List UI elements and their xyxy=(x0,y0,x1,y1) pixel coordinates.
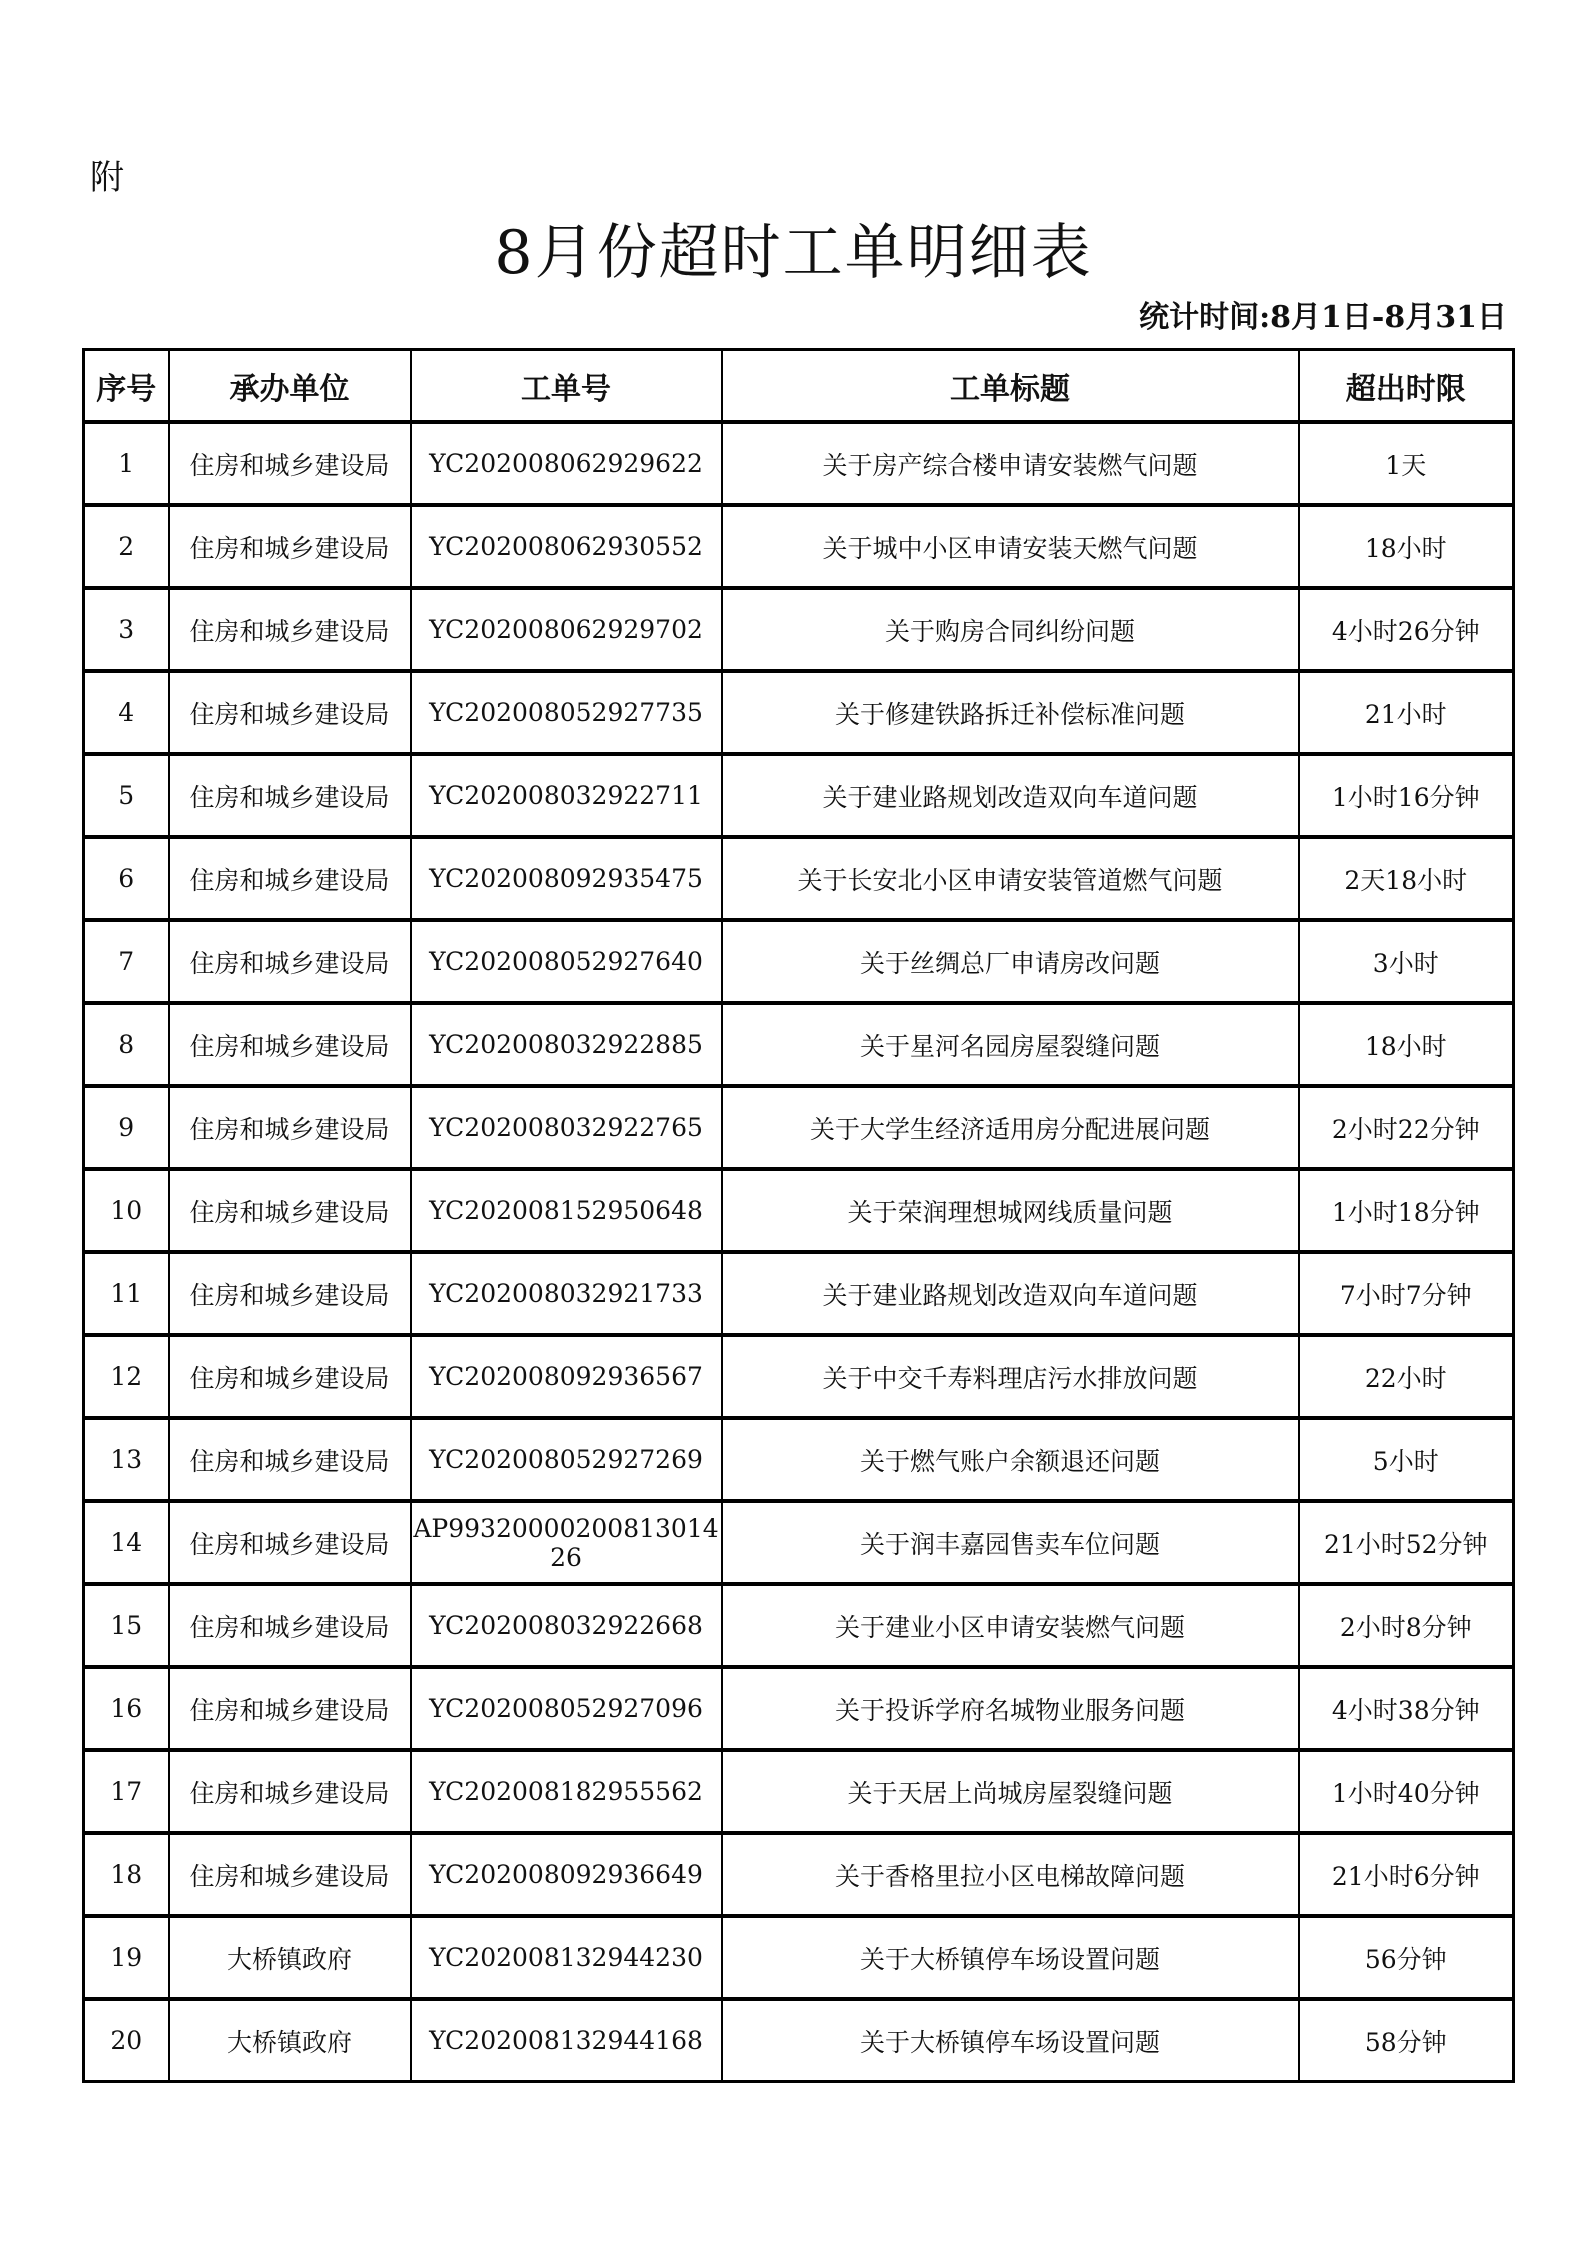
table-row xyxy=(84,1086,1514,1169)
cell-seq: 14 xyxy=(84,1501,169,1584)
table-row xyxy=(84,1252,1514,1335)
table-row xyxy=(84,1999,1514,2082)
cell-overdue: 21小时6分钟 xyxy=(1299,1833,1514,1916)
table-row xyxy=(84,1418,1514,1501)
cell-order-id: YC202008032922885 xyxy=(411,1003,722,1086)
cell-overdue: 58分钟 xyxy=(1299,1999,1514,2082)
cell-order-title: 关于大桥镇停车场设置问题 xyxy=(722,1916,1299,1999)
annex-label: 附 xyxy=(90,158,124,198)
cell-seq: 2 xyxy=(84,505,169,588)
cell-seq: 19 xyxy=(84,1916,169,1999)
cell-order-id: YC202008092936567 xyxy=(411,1335,722,1418)
table-row xyxy=(84,754,1514,837)
cell-overdue: 5小时 xyxy=(1299,1418,1514,1501)
cell-unit: 住房和城乡建设局 xyxy=(169,1252,411,1335)
cell-seq: 9 xyxy=(84,1086,169,1169)
table-row xyxy=(84,1501,1514,1584)
table-row xyxy=(84,1667,1514,1750)
cell-order-id: YC202008062930552 xyxy=(411,505,722,588)
cell-unit: 住房和城乡建设局 xyxy=(169,1501,411,1584)
header-order-id: 工单号 xyxy=(411,350,722,423)
cell-order-title: 关于天居上尚城房屋裂缝问题 xyxy=(722,1750,1299,1833)
cell-seq: 4 xyxy=(84,671,169,754)
cell-order-title: 关于房产综合楼申请安装燃气问题 xyxy=(722,422,1299,505)
cell-order-title: 关于建业路规划改造双向车道问题 xyxy=(722,754,1299,837)
cell-unit: 住房和城乡建设局 xyxy=(169,1833,411,1916)
table-body xyxy=(84,422,1514,2082)
cell-order-title: 关于大桥镇停车场设置问题 xyxy=(722,1999,1299,2082)
cell-overdue: 21小时 xyxy=(1299,671,1514,754)
cell-order-title: 关于建业小区申请安装燃气问题 xyxy=(722,1584,1299,1667)
cell-unit: 住房和城乡建设局 xyxy=(169,1418,411,1501)
table-row xyxy=(84,1750,1514,1833)
cell-seq: 12 xyxy=(84,1335,169,1418)
cell-overdue: 22小时 xyxy=(1299,1335,1514,1418)
cell-order-id: YC202008062929702 xyxy=(411,588,722,671)
overdue-orders-table xyxy=(82,348,1515,2083)
cell-unit: 大桥镇政府 xyxy=(169,1999,411,2082)
cell-unit: 住房和城乡建设局 xyxy=(169,920,411,1003)
cell-unit: 住房和城乡建设局 xyxy=(169,1003,411,1086)
cell-overdue: 2小时8分钟 xyxy=(1299,1584,1514,1667)
cell-seq: 18 xyxy=(84,1833,169,1916)
header-order-title: 工单标题 xyxy=(722,350,1299,423)
cell-order-id: YC202008152950648 xyxy=(411,1169,722,1252)
cell-unit: 住房和城乡建设局 xyxy=(169,837,411,920)
cell-overdue: 21小时52分钟 xyxy=(1299,1501,1514,1584)
cell-overdue: 18小时 xyxy=(1299,1003,1514,1086)
table-row xyxy=(84,920,1514,1003)
cell-order-id: YC202008092935475 xyxy=(411,837,722,920)
cell-unit: 住房和城乡建设局 xyxy=(169,1584,411,1667)
header-overdue: 超出时限 xyxy=(1299,350,1514,423)
cell-overdue: 18小时 xyxy=(1299,505,1514,588)
cell-order-id: YC202008182955562 xyxy=(411,1750,722,1833)
cell-order-id: YC202008032922668 xyxy=(411,1584,722,1667)
cell-seq: 15 xyxy=(84,1584,169,1667)
table-header-row xyxy=(84,350,1514,423)
cell-order-title: 关于润丰嘉园售卖车位问题 xyxy=(722,1501,1299,1584)
cell-order-id: YC202008132944168 xyxy=(411,1999,722,2082)
cell-seq: 5 xyxy=(84,754,169,837)
cell-unit: 住房和城乡建设局 xyxy=(169,588,411,671)
cell-order-title: 关于投诉学府名城物业服务问题 xyxy=(722,1667,1299,1750)
cell-seq: 7 xyxy=(84,920,169,1003)
table-row xyxy=(84,1584,1514,1667)
cell-seq: 6 xyxy=(84,837,169,920)
cell-order-id: YC202008052927269 xyxy=(411,1418,722,1501)
cell-overdue: 1天 xyxy=(1299,422,1514,505)
table-row xyxy=(84,588,1514,671)
table-row xyxy=(84,671,1514,754)
cell-unit: 住房和城乡建设局 xyxy=(169,754,411,837)
cell-order-title: 关于星河名园房屋裂缝问题 xyxy=(722,1003,1299,1086)
cell-order-title: 关于大学生经济适用房分配进展问题 xyxy=(722,1086,1299,1169)
cell-overdue: 4小时38分钟 xyxy=(1299,1667,1514,1750)
cell-seq: 17 xyxy=(84,1750,169,1833)
cell-unit: 住房和城乡建设局 xyxy=(169,1169,411,1252)
header-seq: 序号 xyxy=(84,350,169,423)
cell-seq: 20 xyxy=(84,1999,169,2082)
cell-order-id: YC202008052927640 xyxy=(411,920,722,1003)
cell-seq: 13 xyxy=(84,1418,169,1501)
page-title: 8月份超时工单明细表 xyxy=(494,218,1093,288)
cell-order-id: YC202008032922765 xyxy=(411,1086,722,1169)
cell-order-title: 关于长安北小区申请安装管道燃气问题 xyxy=(722,837,1299,920)
cell-unit: 住房和城乡建设局 xyxy=(169,1335,411,1418)
cell-order-title: 关于丝绸总厂申请房改问题 xyxy=(722,920,1299,1003)
cell-order-title: 关于城中小区申请安装天燃气问题 xyxy=(722,505,1299,588)
cell-overdue: 1小时16分钟 xyxy=(1299,754,1514,837)
table-row xyxy=(84,1916,1514,1999)
cell-order-id: YC202008032921733 xyxy=(411,1252,722,1335)
cell-unit: 住房和城乡建设局 xyxy=(169,1750,411,1833)
cell-order-id: AP99320000200813014​26 xyxy=(411,1501,722,1584)
cell-overdue: 1小时40分钟 xyxy=(1299,1750,1514,1833)
cell-seq: 1 xyxy=(84,422,169,505)
table-row xyxy=(84,1169,1514,1252)
table-row xyxy=(84,1003,1514,1086)
cell-unit: 大桥镇政府 xyxy=(169,1916,411,1999)
cell-overdue: 2天18小时 xyxy=(1299,837,1514,920)
cell-order-id: YC202008052927096 xyxy=(411,1667,722,1750)
cell-order-title: 关于中交千寿料理店污水排放问题 xyxy=(722,1335,1299,1418)
cell-order-title: 关于荣润理想城网线质量问题 xyxy=(722,1169,1299,1252)
cell-order-title: 关于购房合同纠纷问题 xyxy=(722,588,1299,671)
cell-unit: 住房和城乡建设局 xyxy=(169,422,411,505)
cell-overdue: 4小时26分钟 xyxy=(1299,588,1514,671)
cell-order-title: 关于香格里拉小区电梯故障问题 xyxy=(722,1833,1299,1916)
header-unit: 承办单位 xyxy=(169,350,411,423)
cell-seq: 16 xyxy=(84,1667,169,1750)
cell-overdue: 56分钟 xyxy=(1299,1916,1514,1999)
table-row xyxy=(84,837,1514,920)
cell-order-id: YC202008062929622 xyxy=(411,422,722,505)
cell-order-title: 关于燃气账户余额退还问题 xyxy=(722,1418,1299,1501)
cell-order-title: 关于修建铁路拆迁补偿标准问题 xyxy=(722,671,1299,754)
cell-seq: 3 xyxy=(84,588,169,671)
cell-overdue: 7小时7分钟 xyxy=(1299,1252,1514,1335)
table-row xyxy=(84,422,1514,505)
cell-overdue: 1小时18分钟 xyxy=(1299,1169,1514,1252)
cell-overdue: 2小时22分钟 xyxy=(1299,1086,1514,1169)
cell-order-id: YC202008092936649 xyxy=(411,1833,722,1916)
cell-unit: 住房和城乡建设局 xyxy=(169,1086,411,1169)
table-row xyxy=(84,505,1514,588)
cell-unit: 住房和城乡建设局 xyxy=(169,505,411,588)
cell-seq: 10 xyxy=(84,1169,169,1252)
table-row xyxy=(84,1833,1514,1916)
stats-period: 统计时间:8月1日-8月31日 xyxy=(1139,300,1507,335)
cell-order-id: YC202008132944230 xyxy=(411,1916,722,1999)
cell-seq: 11 xyxy=(84,1252,169,1335)
cell-overdue: 3小时 xyxy=(1299,920,1514,1003)
table-row xyxy=(84,1335,1514,1418)
cell-unit: 住房和城乡建设局 xyxy=(169,1667,411,1750)
cell-unit: 住房和城乡建设局 xyxy=(169,671,411,754)
cell-order-id: YC202008052927735 xyxy=(411,671,722,754)
cell-order-id: YC202008032922711 xyxy=(411,754,722,837)
cell-seq: 8 xyxy=(84,1003,169,1086)
cell-order-title: 关于建业路规划改造双向车道问题 xyxy=(722,1252,1299,1335)
